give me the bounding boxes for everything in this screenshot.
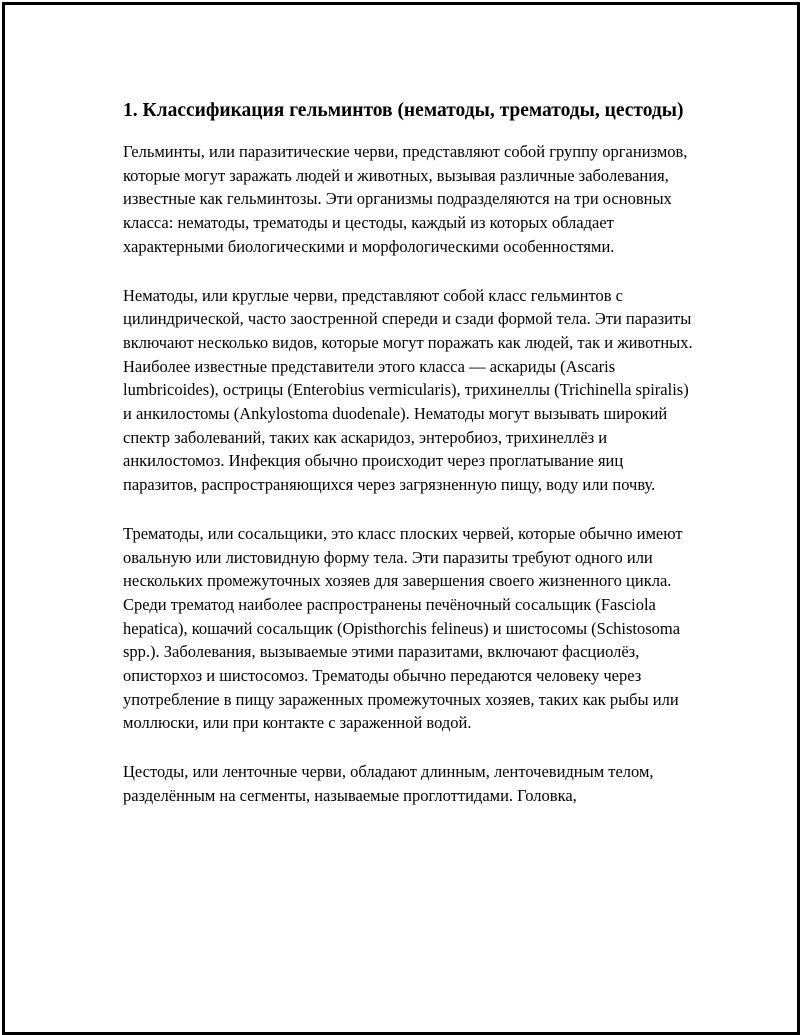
section-heading: 1. Классификация гельминтов (нематоды, трематоды, цестоды) <box>123 100 684 121</box>
paragraph-helminths-intro: Гельминты, или паразитические черви, представляют собой группу организмов, которые могут заражать людей и животных, вызывая различные заболевания, известные как гельминтозы. Эти организмы подразделяются на три основных класса: нематоды, трематоды и цестоды, каждый из которых обладает характерными биологическими и морфологическими особенностями. <box>123 142 688 256</box>
page-frame <box>2 2 800 1035</box>
paragraph-trematodes: Трематоды, или сосальщики, это класс плоских червей, которые обычно имеют овальную или листовидную форму тела. Эти паразиты требуют одного или нескольких промежуточных хозяев для завершения своего жизненного цикла. Среди трематод наиболее распространены печёночный сосальщик (Fasciola hepatica), кошачий сосальщик (Opisthorchis felineus) и шистосомы (Schistosoma spp.). Заболевания, вызываемые этими паразитами, включают фасциолёз, описторхоз и шистосомоз. Трематоды обычно передаются человеку через употребление в пищу зараженных промежуточных хозяев, таких как рыбы или моллюски, или при контакте с зараженной водой. <box>123 523 683 733</box>
paragraph-cestodes: Цестоды, или ленточные черви, обладают длинным, ленточевидным телом, разделённым на сегменты, называемые проглоттидами. Головка, <box>123 762 654 805</box>
paragraph-nematodes: Нематоды, или круглые черви, представляют собой класс гельминтов с цилиндрической, часто заостренной спереди и сзади формой тела. Эти паразиты включают несколько видов, которые могут поражать как людей, так и животных. Наиболее известные представители этого класса — аскариды (Ascaris lumbricoides), острицы (Enterobius vermicularis), трихинеллы (Trichinella spiralis) и анкилостомы (Ankylostoma duodenale). Нематоды могут вызывать широкий спектр заболеваний, таких как аскаридоз, энтеробиоз, трихинеллёз и анкилостомоз. Инфекция обычно происходит через проглатывание яиц паразитов, распространяющихся через загрязненную пищу, воду или почву. <box>123 285 693 495</box>
document-body <box>123 97 693 833</box>
